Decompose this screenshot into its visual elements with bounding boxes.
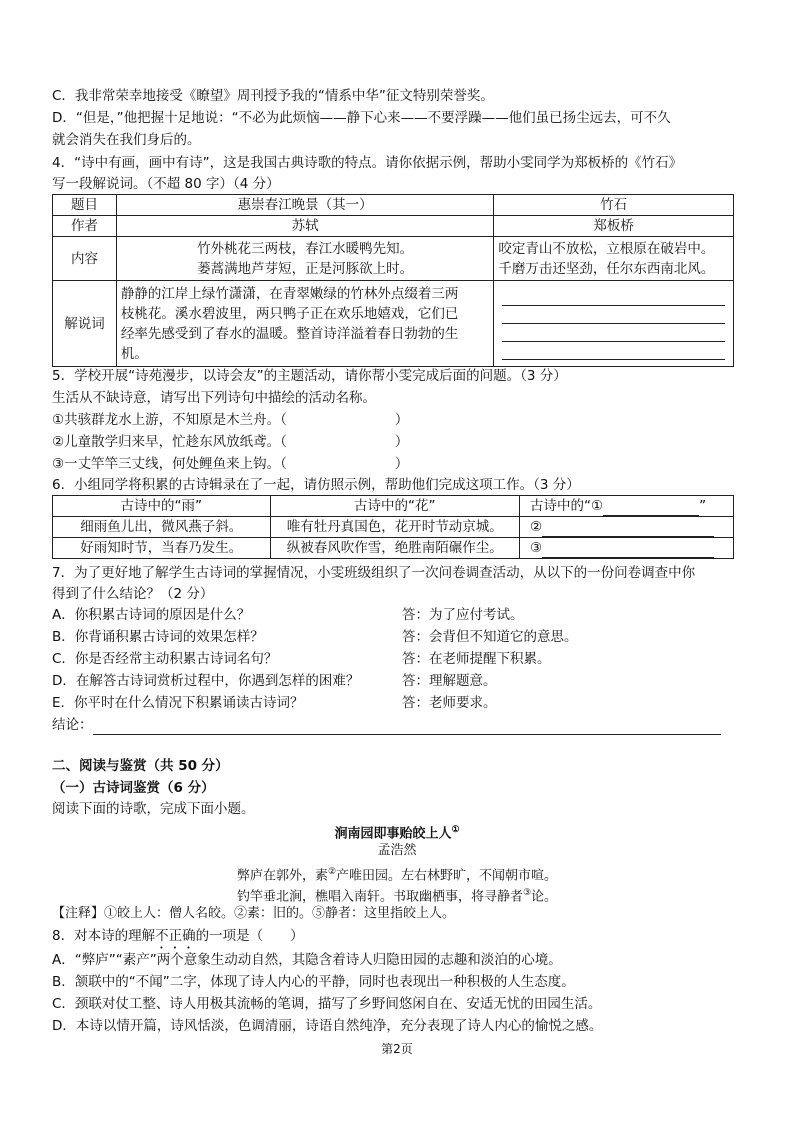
q8-option-c: C．颈联对仗工整、诗人用极其流畅的笔调，描写了乡野间悠闲自在、安适无忧的田园生活。 [52, 996, 602, 1012]
q3-option-c: C．我非常荣幸地接受《瞭望》周刊授予我的“情系中华”征文特别荣誉奖。 [52, 88, 494, 104]
q4-poem1-author: 苏轼 [116, 216, 493, 237]
q8-stem-a: 8．对本诗的理解 [52, 928, 156, 944]
q6-header-rain: 古诗中的“雨” [53, 496, 271, 517]
q4-explain-line1: 静静的江岸上绿竹潇潇，在青翠嫩绿的竹林外点缀着三两 [120, 285, 459, 302]
poem-title-sup: ① [451, 825, 460, 835]
q5-item1 [52, 410, 734, 430]
poem-author: 孟浩然 [377, 843, 417, 858]
q7-conclusion-label: 结论： [52, 717, 93, 733]
q4-header-explain: 解说词 [53, 281, 117, 367]
q4-header-topic: 题目 [53, 195, 117, 216]
q4-answer-line[interactable] [502, 342, 725, 360]
poem-line2-sup: ③ [522, 888, 532, 898]
q8-option-a: A．“弊庐”“素产”两个意象生动动自然，其隐含着诗人归隐田园的志趣和淡泊的心境。 [52, 952, 562, 968]
q4-poem2-author: 郑板桥 [494, 216, 734, 237]
q7-conclusion [52, 715, 734, 735]
q7-prompt-line1: 7．为了更好地了解学生古诗词的掌握情况，小雯班级组织了一次问卷调查活动，从以下的一份问卷调查中你 [52, 565, 696, 581]
q4-poem2-line1: 咬定青山不放松，立根原在破岩中。 [498, 240, 715, 257]
q6-r2-marker: ③ [530, 540, 543, 556]
q4-explain-answer-area[interactable] [494, 281, 734, 367]
q4-poem1-line2: 蒌蒿满地芦芽短，正是河豚欲上时。 [197, 260, 414, 277]
q7-question-d: D．在解答古诗词赏析过程中，你遇到怎样的困难？ [52, 673, 360, 689]
q8-option-b: B．颔联中的“不闻”二字，体现了诗人内心的平静，同时也表现出一种积极的人生态度。 [52, 974, 575, 990]
q7-answer-b: 答：会背但不知道它的意思。 [402, 629, 578, 645]
poem-line2-b: 论。 [531, 889, 558, 905]
q6-blank-2[interactable] [542, 520, 714, 537]
q7-question-b: B．你背诵积累古诗词的效果怎样？ [52, 629, 264, 645]
q7-answer-a: 答：为了应付考试。 [402, 607, 524, 623]
q7-conclusion-blank[interactable] [93, 717, 721, 735]
q5-item3 [52, 454, 734, 474]
q4-poem2-content [494, 237, 734, 281]
q4-poem1-line1: 竹外桃花三两枝，春江水暖鸭先知。 [197, 240, 414, 257]
q8-stem-emphasis: 不正确 [155, 928, 196, 944]
q4-answer-line[interactable] [502, 324, 725, 342]
q4-explain-line2: 枝桃花。溪水碧波里，两只鸭子正在欢乐地嬉戏，它们已 [120, 305, 459, 322]
q7-answer-e: 答：老师要求。 [402, 695, 497, 711]
q5-prompt-line2: 生活从不缺诗意，请写出下列诗句中描绘的活动名称。 [52, 390, 376, 406]
q6-r2-flower: 纵被春风吹作雪，绝胜南陌碾作尘。 [270, 538, 519, 559]
q7-item-d [52, 671, 734, 691]
q5-item1-close: ） [394, 412, 409, 428]
q7-item-a [52, 605, 734, 625]
q3-option-d-line1: D．“但是，”他把握十足地说：“不必为此烦恼——静下心来——不要浮躁——他们虽已扬尘远去，可不久 [52, 110, 671, 126]
q6-r1-custom [520, 517, 734, 538]
poem-note: 【注释】①皎上人：僧人名皎。②素：旧的。⑤静者：这里指皎上人。 [52, 906, 456, 921]
q4-poem2-title: 竹石 [494, 195, 734, 216]
q4-prompt-line1: 4．“诗中有画，画中有诗”，这是我国古典诗歌的特点。请你依据示例，帮助小雯同学为郑板桥的《竹石》 [52, 155, 683, 171]
q6-blank-3[interactable] [542, 541, 714, 558]
q5-prompt-line1: 5．学校开展“诗苑漫步，以诗会友”的主题活动，请你帮小雯完成后面的问题。（3 分） [52, 368, 567, 384]
q4-explain-line3: 经率先感受到了春水的温暖。整首诗洋溢着春日勃勃的生 [120, 325, 459, 342]
q5-item1-text: ①共骇群龙水上游，不知原是木兰舟。（ [52, 412, 287, 428]
q7-question-e: E．你平时在什么情况下积累诵读古诗词？ [52, 695, 304, 711]
q4-answer-line[interactable] [502, 288, 725, 306]
q6-prompt: 6．小组同学将积累的古诗辑录在了一起，请仿照示例，帮助他们完成这项工作。（3 分） [52, 477, 580, 493]
q4-header-content: 内容 [53, 237, 117, 281]
q7-answer-c: 答：在老师提醒下积累。 [402, 651, 551, 667]
poem-title-text: 涧南园即事贻皎上人 [334, 826, 452, 842]
q4-explain-example [116, 281, 493, 367]
q5-item3-close: ） [394, 456, 409, 472]
q4-prompt-line2: 写一段解说词。（不超 80 字）（4 分） [52, 176, 280, 192]
q4-poem1-content [116, 237, 493, 281]
q8-stem [52, 926, 734, 952]
q4-header-author: 作者 [53, 216, 117, 237]
q8-stem-b: 的一项是（ ） [195, 928, 304, 944]
poem-line1-sup: ② [327, 867, 337, 877]
q7-item-b [52, 627, 734, 647]
poem-line2-a: 钓竿垂北涧，樵唱入南轩。书取幽栖事，将寻静者 [236, 889, 523, 905]
q5-item2 [52, 432, 734, 452]
q8-option-d: D．本诗以情开篇，诗风恬淡，色调清丽，诗语自然纯净，充分表现了诗人内心的愉悦之感。 [52, 1018, 603, 1034]
q5-item2-close: ） [394, 434, 409, 450]
section2-title: 二、阅读与鉴赏（共 50 分） [52, 758, 229, 774]
section2-subtitle: （一）古诗词鉴赏（6 分） [52, 780, 215, 796]
page-number: 第2页 [381, 1042, 413, 1056]
poem-line1-b: 产唯田园。左右林野旷，不闻朝市喧。 [336, 868, 558, 884]
q6-table [52, 495, 734, 559]
q5-item2-text: ②儿童散学归来早，忙趁东风放纸鸢。（ [52, 434, 287, 450]
q7-question-c: C．你是否经常主动积累古诗词名句？ [52, 651, 278, 667]
q4-poem2-line2: 千磨万击还坚劲，任尔东西南北风。 [498, 260, 715, 277]
q6-header-custom-pre: 古诗中的“① [530, 498, 604, 514]
poem-line1-a: 弊庐在郭外，素 [236, 868, 328, 884]
q6-r2-custom [520, 538, 734, 559]
q7-question-a: A．你积累古诗词的原因是什么？ [52, 607, 251, 623]
section2-instruction: 阅读下面的诗歌，完成下面小题。 [52, 801, 255, 817]
q7-answer-d: 答：理解题意。 [402, 673, 497, 689]
q6-blank-1[interactable] [603, 499, 699, 516]
q4-poem1-title: 惠崇春江晚景（其一） [116, 195, 493, 216]
q6-header-flower: 古诗中的“花” [270, 496, 519, 517]
q6-r1-marker: ② [530, 519, 543, 535]
q4-explain-line4: 机。 [120, 345, 148, 362]
q6-r1-flower: 唯有牡丹真国色，花开时节动京城。 [270, 517, 519, 538]
q7-prompt-line2: 得到了什么结论？（2 分） [52, 586, 214, 602]
q6-r2-rain: 好雨知时节，当春乃发生。 [53, 538, 271, 559]
q7-item-c [52, 649, 734, 669]
q6-r1-rain: 细雨鱼儿出，微风燕子斜。 [53, 517, 271, 538]
q4-answer-line[interactable] [502, 306, 725, 324]
q4-table [52, 194, 734, 367]
q7-item-e [52, 693, 734, 713]
q5-item3-text: ③一丈竿竿三丈线，何处鲤鱼来上钩。（ [52, 456, 287, 472]
q6-header-custom [520, 496, 734, 517]
q3-option-d-line2: 就会消失在我们身后的。 [52, 132, 201, 148]
q6-header-custom-post: ” [699, 498, 707, 514]
